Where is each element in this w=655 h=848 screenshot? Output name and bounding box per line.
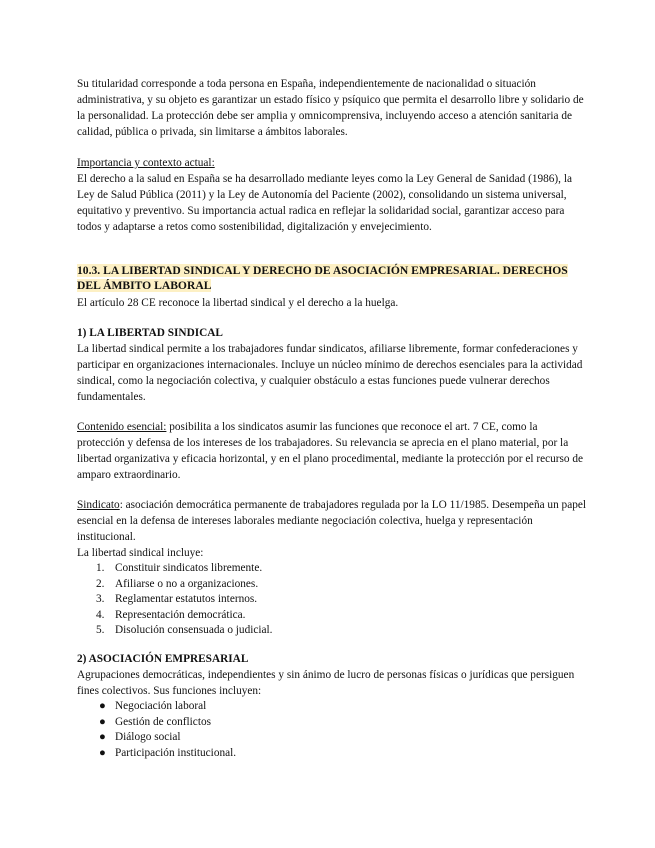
list-item: ● Diálogo social bbox=[77, 730, 587, 746]
paragraph-titularidad: Su titularidad corresponde a toda persona en España, independientemente de nacionalidad o situación administrativa, y su objeto es garantizar un estado físico y psíquico que permita el desarrollo libre y solidario de la personalidad. La protección debe ser amplia y omnicomprensiva, incluyendo acceso a atención sanitaria de calidad, pública o privada, sin limitarse a ámbitos laborales. bbox=[77, 78, 584, 138]
section-title: 10.3. LA LIBERTAD SINDICAL Y DERECHO DE ASOCIACIÓN EMPRESARIAL. DERECHOS DEL ÁMBITO LABORAL bbox=[77, 264, 568, 292]
libertad-text: La libertad sindical permite a los trabajadores fundar sindicatos, afiliarse libremente, formar confederaciones y participar en organizaciones internacionales. Incluye un núcleo mínimo de derechos esenciales para la actividad sindical, como la negociación colectiva, y cualquier obstáculo a estas funciones puede vulnerar derechos fundamentales. bbox=[77, 343, 583, 403]
sindicato-text: : asociación democrática permanente de trabajadores regulada por la LO 11/1985. Desempeña un papel esencial en la defensa de intereses laborales mediante negociación colectiva, huelga y representación institucional. bbox=[77, 499, 587, 543]
sindicato-block bbox=[77, 497, 587, 639]
bullet-icon: ● bbox=[99, 700, 106, 712]
contenido-text: posibilita a los sindicatos asumir las funciones que reconoce el art. 7 CE, como la protección y defensa de los intereses de los trabajadores. Su relevancia se aprecia en el plano material, por la libertad organizativa y eficacia horizontal, y en el plano procedimental, mediante la protección por el recurso de amparo extraordinario. bbox=[77, 421, 584, 481]
contenido-label: Contenido esencial: bbox=[77, 421, 167, 433]
list-item: 5. Disolución consensuada o judicial. bbox=[96, 624, 273, 636]
sindicato-list bbox=[77, 561, 587, 639]
asociacion-text: Agrupaciones democráticas, independientes y sin ánimo de lucro de personas físicas o jurídicas que persiguen fines colectivos. Sus funciones incluyen: bbox=[77, 669, 575, 697]
sindicato-label: Sindicato bbox=[77, 499, 120, 511]
libertad-block bbox=[77, 325, 587, 405]
importancia-text: El derecho a la salud en España se ha desarrollado mediante leyes como la Ley General de Sanidad (1986), la Ley de Salud Pública (2011) y la Ley de Autonomía del Paciente (2002), consolidando un sistema universal, equitativo y preventivo. Su importancia actual radica en reflejar la solidaridad social, garantizar acceso para todos y adaptarse a retos como sostenibilidad, digitalización y envejecimiento. bbox=[77, 173, 572, 233]
section-intro: El artículo 28 CE reconoce la libertad sindical y el derecho a la huelga. bbox=[77, 297, 399, 309]
sindicato-includes: La libertad sindical incluye: bbox=[77, 547, 204, 559]
list-item: 2. Afiliarse o no a organizaciones. bbox=[96, 577, 259, 590]
bullet-icon: ● bbox=[99, 731, 106, 743]
asociacion-block bbox=[77, 651, 587, 761]
list-item: ● Negociación laboral bbox=[77, 699, 587, 715]
contenido-block bbox=[77, 419, 587, 483]
section-heading bbox=[77, 263, 587, 293]
list-item: 3. Reglamentar estatutos internos. bbox=[96, 593, 258, 605]
importancia-heading: Importancia y contexto actual: bbox=[77, 157, 215, 169]
asociacion-heading: 2) ASOCIACIÓN EMPRESARIAL bbox=[77, 653, 249, 665]
asociacion-list bbox=[77, 699, 587, 761]
libertad-heading: 1) LA LIBERTAD SINDICAL bbox=[77, 327, 223, 339]
bullet-icon: ● bbox=[99, 746, 106, 759]
list-item: ● Participación institucional. bbox=[77, 746, 587, 762]
list-item: 1. Constituir sindicatos libremente. bbox=[96, 562, 263, 574]
list-item: ● Gestión de conflictos bbox=[77, 715, 587, 731]
importancia-block bbox=[77, 155, 587, 235]
list-item: 4. Representación democrática. bbox=[96, 608, 246, 621]
bullet-icon: ● bbox=[99, 715, 106, 728]
